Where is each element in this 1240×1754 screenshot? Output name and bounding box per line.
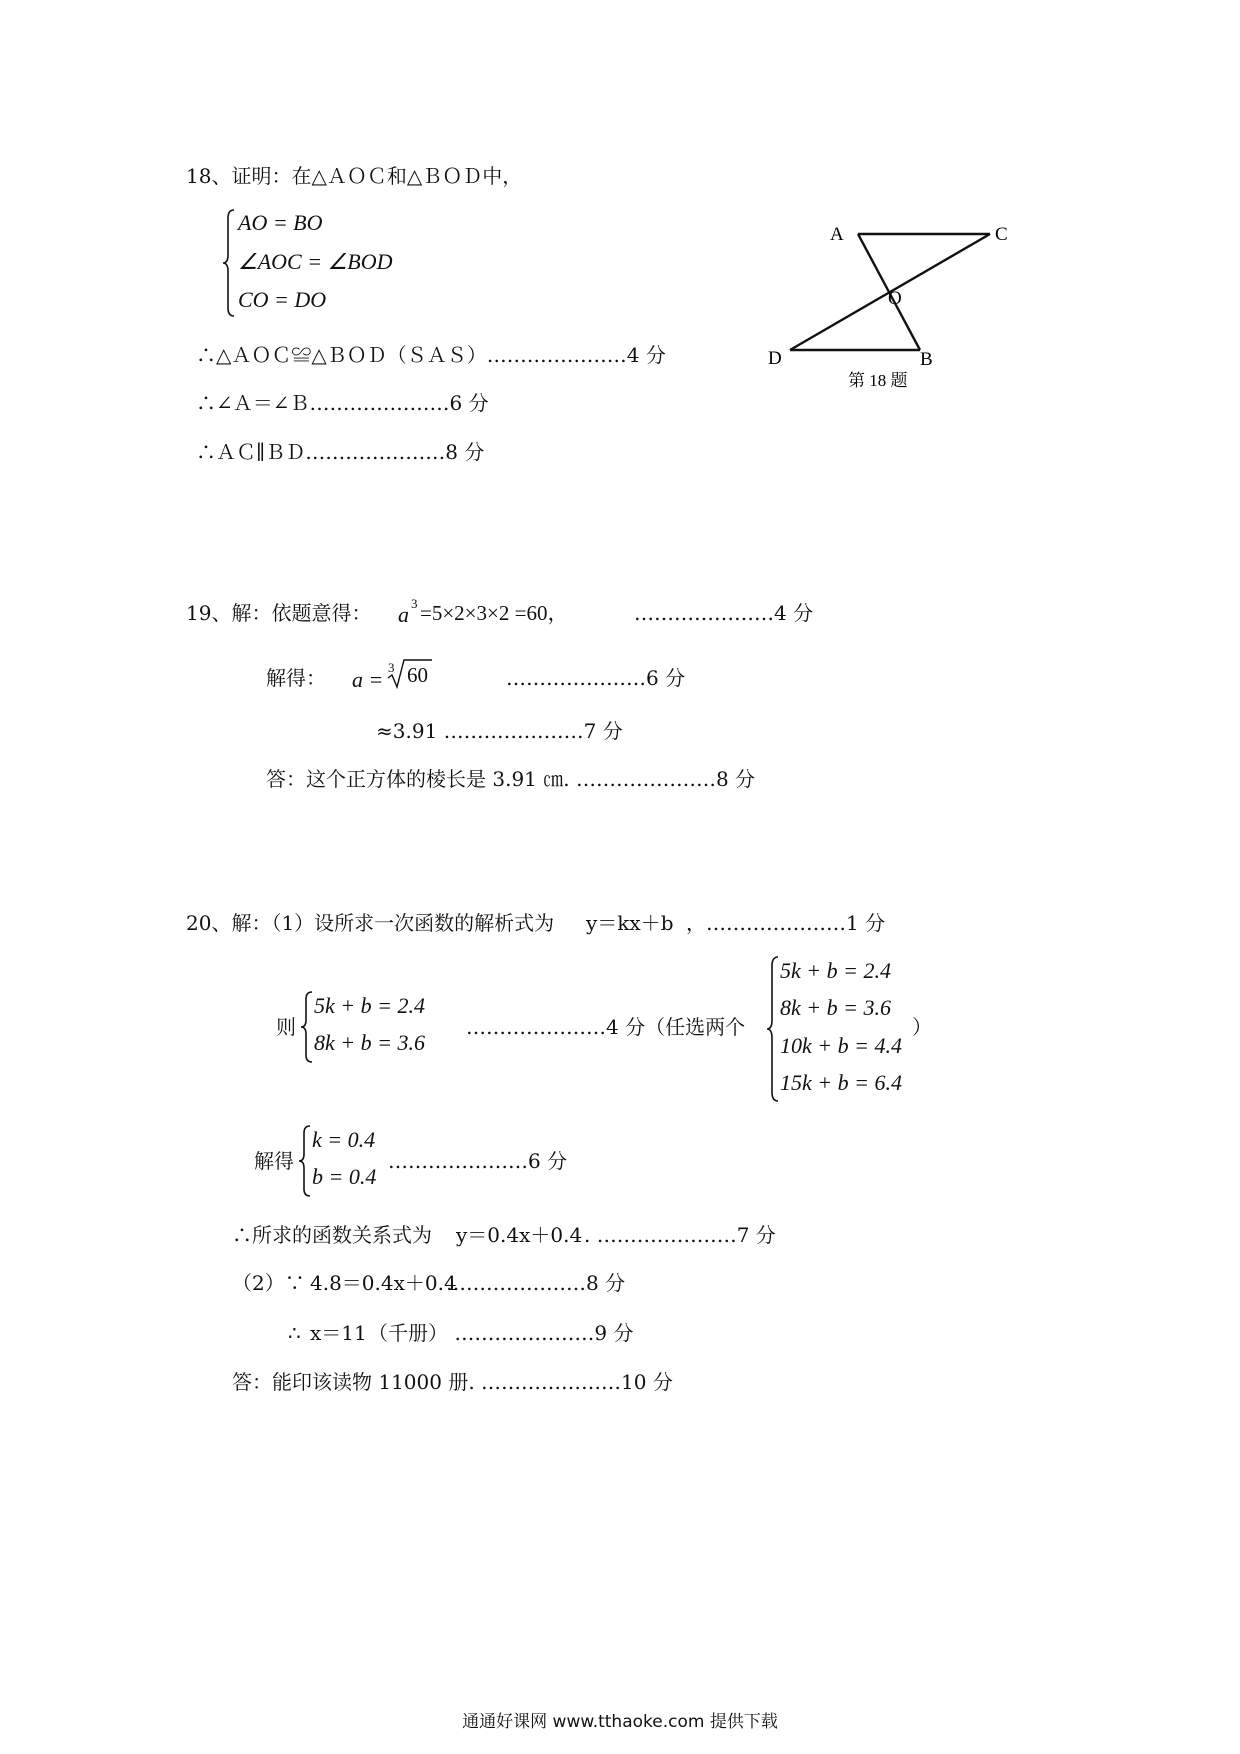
q20-sys3-eq-2: b = 0.4: [312, 1164, 377, 1189]
left-brace-icon: [766, 955, 780, 1103]
q18-figure: [760, 220, 1020, 395]
q20-x-formula: x＝11: [310, 1321, 367, 1345]
q20-mid-text: …………………4 分（任选两个: [466, 1015, 746, 1039]
q18-eq-3: CO = DO: [238, 287, 327, 312]
left-brace-icon: [222, 208, 236, 318]
q20-sys2-eq-1: 5k + b = 2.4: [780, 958, 891, 983]
q19-root-index: 3: [388, 660, 395, 675]
left-brace-icon: [298, 1124, 312, 1198]
q19-equation: =5×2×3×2 =60，: [420, 601, 569, 625]
q20-sys3-eq-1: k = 0.4: [312, 1127, 376, 1152]
label-b: B: [920, 349, 933, 370]
q20-x-suffix: （千册） …………………9 分: [368, 1321, 634, 1345]
label-c: C: [995, 224, 1008, 245]
q19-prefix: 19、解：依题意得：: [186, 601, 372, 625]
q20-sys2-eq-2: 8k + b = 3.6: [780, 995, 891, 1020]
q20-result-prefix: ∴所求的函数关系式为: [232, 1223, 432, 1247]
q19-exponent: 3: [411, 596, 418, 611]
q20-then-label: 则: [276, 1015, 296, 1039]
q20-solve-dots: …………………6 分: [388, 1149, 568, 1173]
q18-eq-1: AO = BO: [238, 210, 323, 235]
page-footer: 通通好课网 www.tthaoke.com 提供下载: [462, 1712, 778, 1732]
q19-dots-6: …………………6 分: [506, 666, 686, 690]
left-brace-icon: [300, 990, 314, 1064]
q20-close-paren: ）: [912, 1015, 932, 1039]
q20-result-suffix: . …………………7 分: [584, 1223, 776, 1247]
figure-caption: 第 18 题: [848, 371, 908, 390]
q20-sys2-eq-4: 15k + b = 6.4: [780, 1070, 902, 1095]
label-o: O: [888, 288, 902, 309]
q20-line1-prefix: 20、解：（1）设所求一次函数的解析式为: [186, 911, 555, 935]
q20-part2-formula: 4.8＝0.4x＋0.4: [310, 1271, 457, 1295]
q20-part2-dots: …………………8 分: [446, 1271, 626, 1295]
q19-answer: 答：这个正方体的棱长是 3.91 ㎝. …………………8 分: [266, 767, 756, 791]
q20-solve-label: 解得: [254, 1149, 294, 1173]
q18-system: [222, 208, 422, 318]
q18-title: 18、证明：在△ＡＯＣ和△ＢＯＤ中，: [186, 164, 523, 188]
q20-line1-formula: y＝kx＋b: [586, 911, 674, 935]
q19-radicand: 60: [407, 663, 428, 687]
q18-eq-2: ∠AOC = ∠BOD: [238, 249, 393, 274]
q18-line-congruent: ∴△ＡＯＣ≌△ＢＯＤ（ＳＡＳ）…………………4 分: [196, 343, 666, 367]
q18-line-angles: ∴∠Ａ＝∠Ｂ…………………6 分: [196, 391, 489, 415]
q20-line1-suffix: ，…………………1 分: [686, 911, 886, 935]
q20-sys1-eq-1: 5k + b = 2.4: [314, 993, 425, 1018]
q19-var-a: a: [398, 602, 409, 627]
q20-system-all: [766, 955, 936, 1103]
q18-line-parallel: ∴ＡＣ∥ＢＤ…………………8 分: [196, 440, 485, 464]
q20-result-formula: y＝0.4x＋0.4: [456, 1223, 583, 1247]
q19-dots-4: …………………4 分: [634, 601, 814, 625]
q19-solve-label: 解得：: [266, 666, 326, 690]
q19-root-lhs: a =: [352, 667, 384, 692]
q20-system-chosen: [300, 990, 450, 1064]
q20-answer: 答：能印该读物 11000 册. …………………10 分: [232, 1370, 673, 1394]
label-a: A: [830, 224, 844, 245]
q19-approx: ≈3.91 …………………7 分: [376, 719, 623, 743]
label-d: D: [768, 348, 782, 369]
q20-part2-label: （2）∵: [232, 1271, 305, 1295]
q20-x-prefix: ∴: [288, 1321, 301, 1345]
q20-sys1-eq-2: 8k + b = 3.6: [314, 1030, 425, 1055]
q20-sys2-eq-3: 10k + b = 4.4: [780, 1033, 902, 1058]
